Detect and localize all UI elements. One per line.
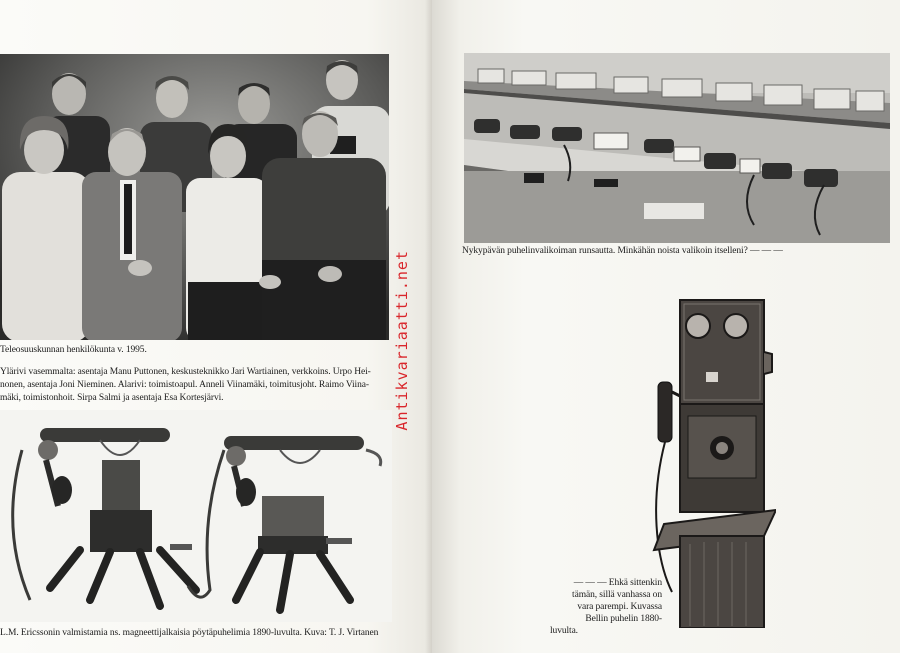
staff-caption-title: Teleosuuskunnan henkilökunta v. 1995.: [0, 345, 147, 355]
bell-caption-line2: tämän, sillä vanhassa on: [572, 590, 662, 600]
desk-phones-photo: [0, 410, 392, 622]
desk-phones-caption: L.M. Ericssonin valmistamia ns. magneettijalkaisia pöytäpuhelimia 1890-luvulta. Kuva: T. J. Virtanen: [0, 628, 379, 638]
staff-group-photo: [0, 54, 389, 340]
phone-shelf-photo: [464, 53, 890, 243]
right-page: [432, 0, 900, 653]
staff-caption-line1: Ylärivi vasemmalta: asentaja Manu Puttonen, keskusteknikko Jari Wartiainen, verkkoins. Urpo Hei-: [0, 367, 371, 377]
phone-shelf-drawing: [464, 53, 890, 243]
desk-phones-drawing: [0, 410, 392, 622]
left-page: [0, 0, 432, 653]
staff-caption-line2: nonen, asentaja Joni Nieminen. Alarivi: toimistoapul. Anneli Viinamäki, toimitusjoht. Raimo Viina-: [0, 380, 369, 390]
bell-caption-line1: — — — Ehkä sittenkin: [573, 578, 662, 588]
bell-telephone-illustration: [644, 292, 776, 628]
bell-caption-line4: Bellin puhelin 1880-: [585, 614, 662, 624]
staff-photo-caption: [0, 344, 392, 405]
staff-photo-drawing: [0, 54, 389, 340]
bell-caption-line3: vara parempi. Kuvassa: [577, 602, 662, 612]
phone-shelf-caption: Nykypävän puhelinvalikoiman runsautta. Minkähän noista valikoin itselleni? — — —: [462, 246, 783, 256]
bell-telephone-drawing: [644, 292, 776, 628]
bell-caption-line5: luvulta.: [550, 626, 578, 636]
bell-telephone-caption: [550, 577, 662, 637]
staff-caption-line3: mäki, toimistonhoit. Sirpa Salmi ja asentaja Esa Kortesjärvi.: [0, 393, 224, 403]
watermark-text: Antikvariaatti.net: [393, 250, 411, 431]
